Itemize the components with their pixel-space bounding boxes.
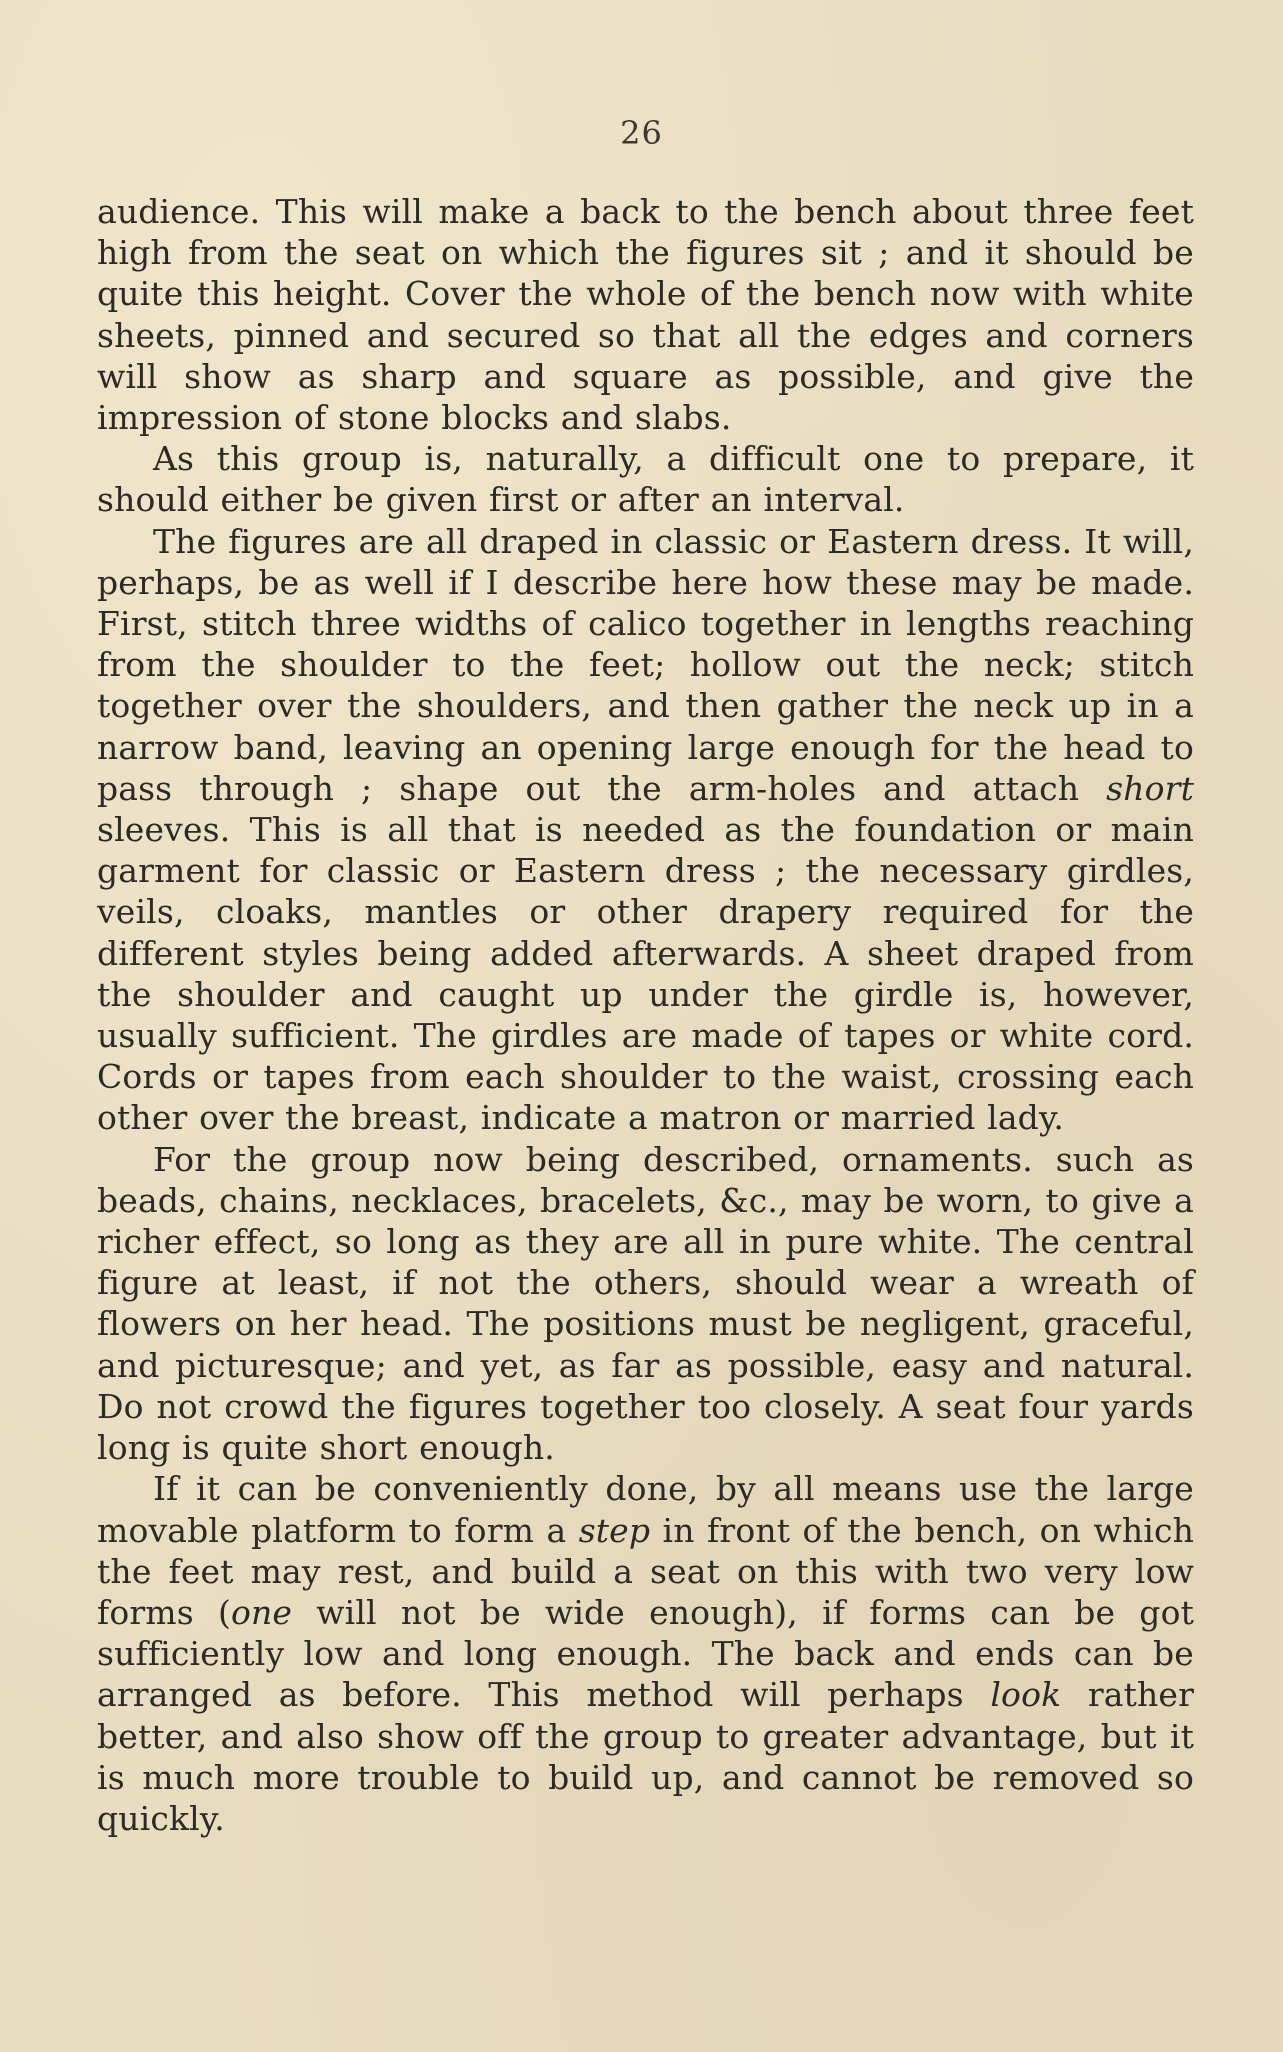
text-segment: For the group now being described, ornaments. such as beads, chains, necklaces, bracelets, &c., may be worn, to give a richer effect, so long as they are all in pure white. The central figure at least, if not the others, should wear a wreath of flowers on her head. The positions must be negligent, graceful, and picturesque; and yet, as far as possible, easy and natural. Do not crowd the figures together too closely. A seat four yards long is quite short enough. — [97, 1139, 1194, 1468]
paragraph-2 — [97, 438, 1194, 520]
text-segment: As this group is, naturally, a difficult one to prepare, it should either be given first or after an interval. — [97, 439, 1194, 520]
italic-word-look: look — [990, 1675, 1062, 1715]
text-segment: If it can be conveniently done, by all means use the large movable platform to form a — [97, 1469, 1194, 1550]
page-number: 26 — [620, 114, 663, 152]
text-segment: audience. This will make a back to the bench about three feet high from the seat on which the figures sit ; and it should be quite this height. Cover the whole of the bench now with white sheets, pinned and secured so that all the edges and corners will show as sharp and square as possible, and give the impression of stone blocks and slabs. — [97, 192, 1194, 438]
paragraph-1 — [97, 191, 1194, 438]
body-text — [97, 191, 1194, 1839]
paragraph-5 — [97, 1468, 1194, 1839]
italic-word-step: step — [578, 1510, 651, 1550]
text-segment: in front of the bench, on which the feet may rest, and build a seat on this with two very low forms ( — [97, 1510, 1195, 1632]
text-segment: rather better, and also show off the group to greater advantage, but it is much more trouble to build up, and cannot be removed so quickly. — [97, 1675, 1194, 1838]
paragraph-3 — [97, 521, 1194, 1139]
text-segment: sleeves. This is all that is needed as the foundation or main garment for classic or Eastern dress ; the necessary girdles, veils, cloaks, mantles or other drapery required for the different styles being added afterwards. A sheet draped from the shoulder and caught up under the girdle is, however, usually sufficient. The girdles are made of tapes or white cord. Cords or tapes from each shoulder to the waist, crossing each other over the breast, indicate a matron or married lady. — [97, 810, 1194, 1138]
italic-word-short: short — [1106, 768, 1194, 808]
text-segment: The figures are all draped in classic or Eastern dress. It will, perhaps, be as well if I describe here how these may be made. First, stitch three widths of calico together in lengths reaching from the shoulder to the feet; hollow out the neck; stitch together over the shoulders, and then gather the neck up in a narrow band, leaving an opening large enough for the head to pass through ; shape out the arm-holes and attach — [97, 521, 1194, 808]
italic-word-one: one — [231, 1592, 293, 1632]
text-segment: will not be wide enough), if forms can be got sufficiently low and long enough. The back and ends can be arranged as before. This method will perhaps — [97, 1592, 1195, 1715]
paragraph-4 — [97, 1139, 1194, 1469]
